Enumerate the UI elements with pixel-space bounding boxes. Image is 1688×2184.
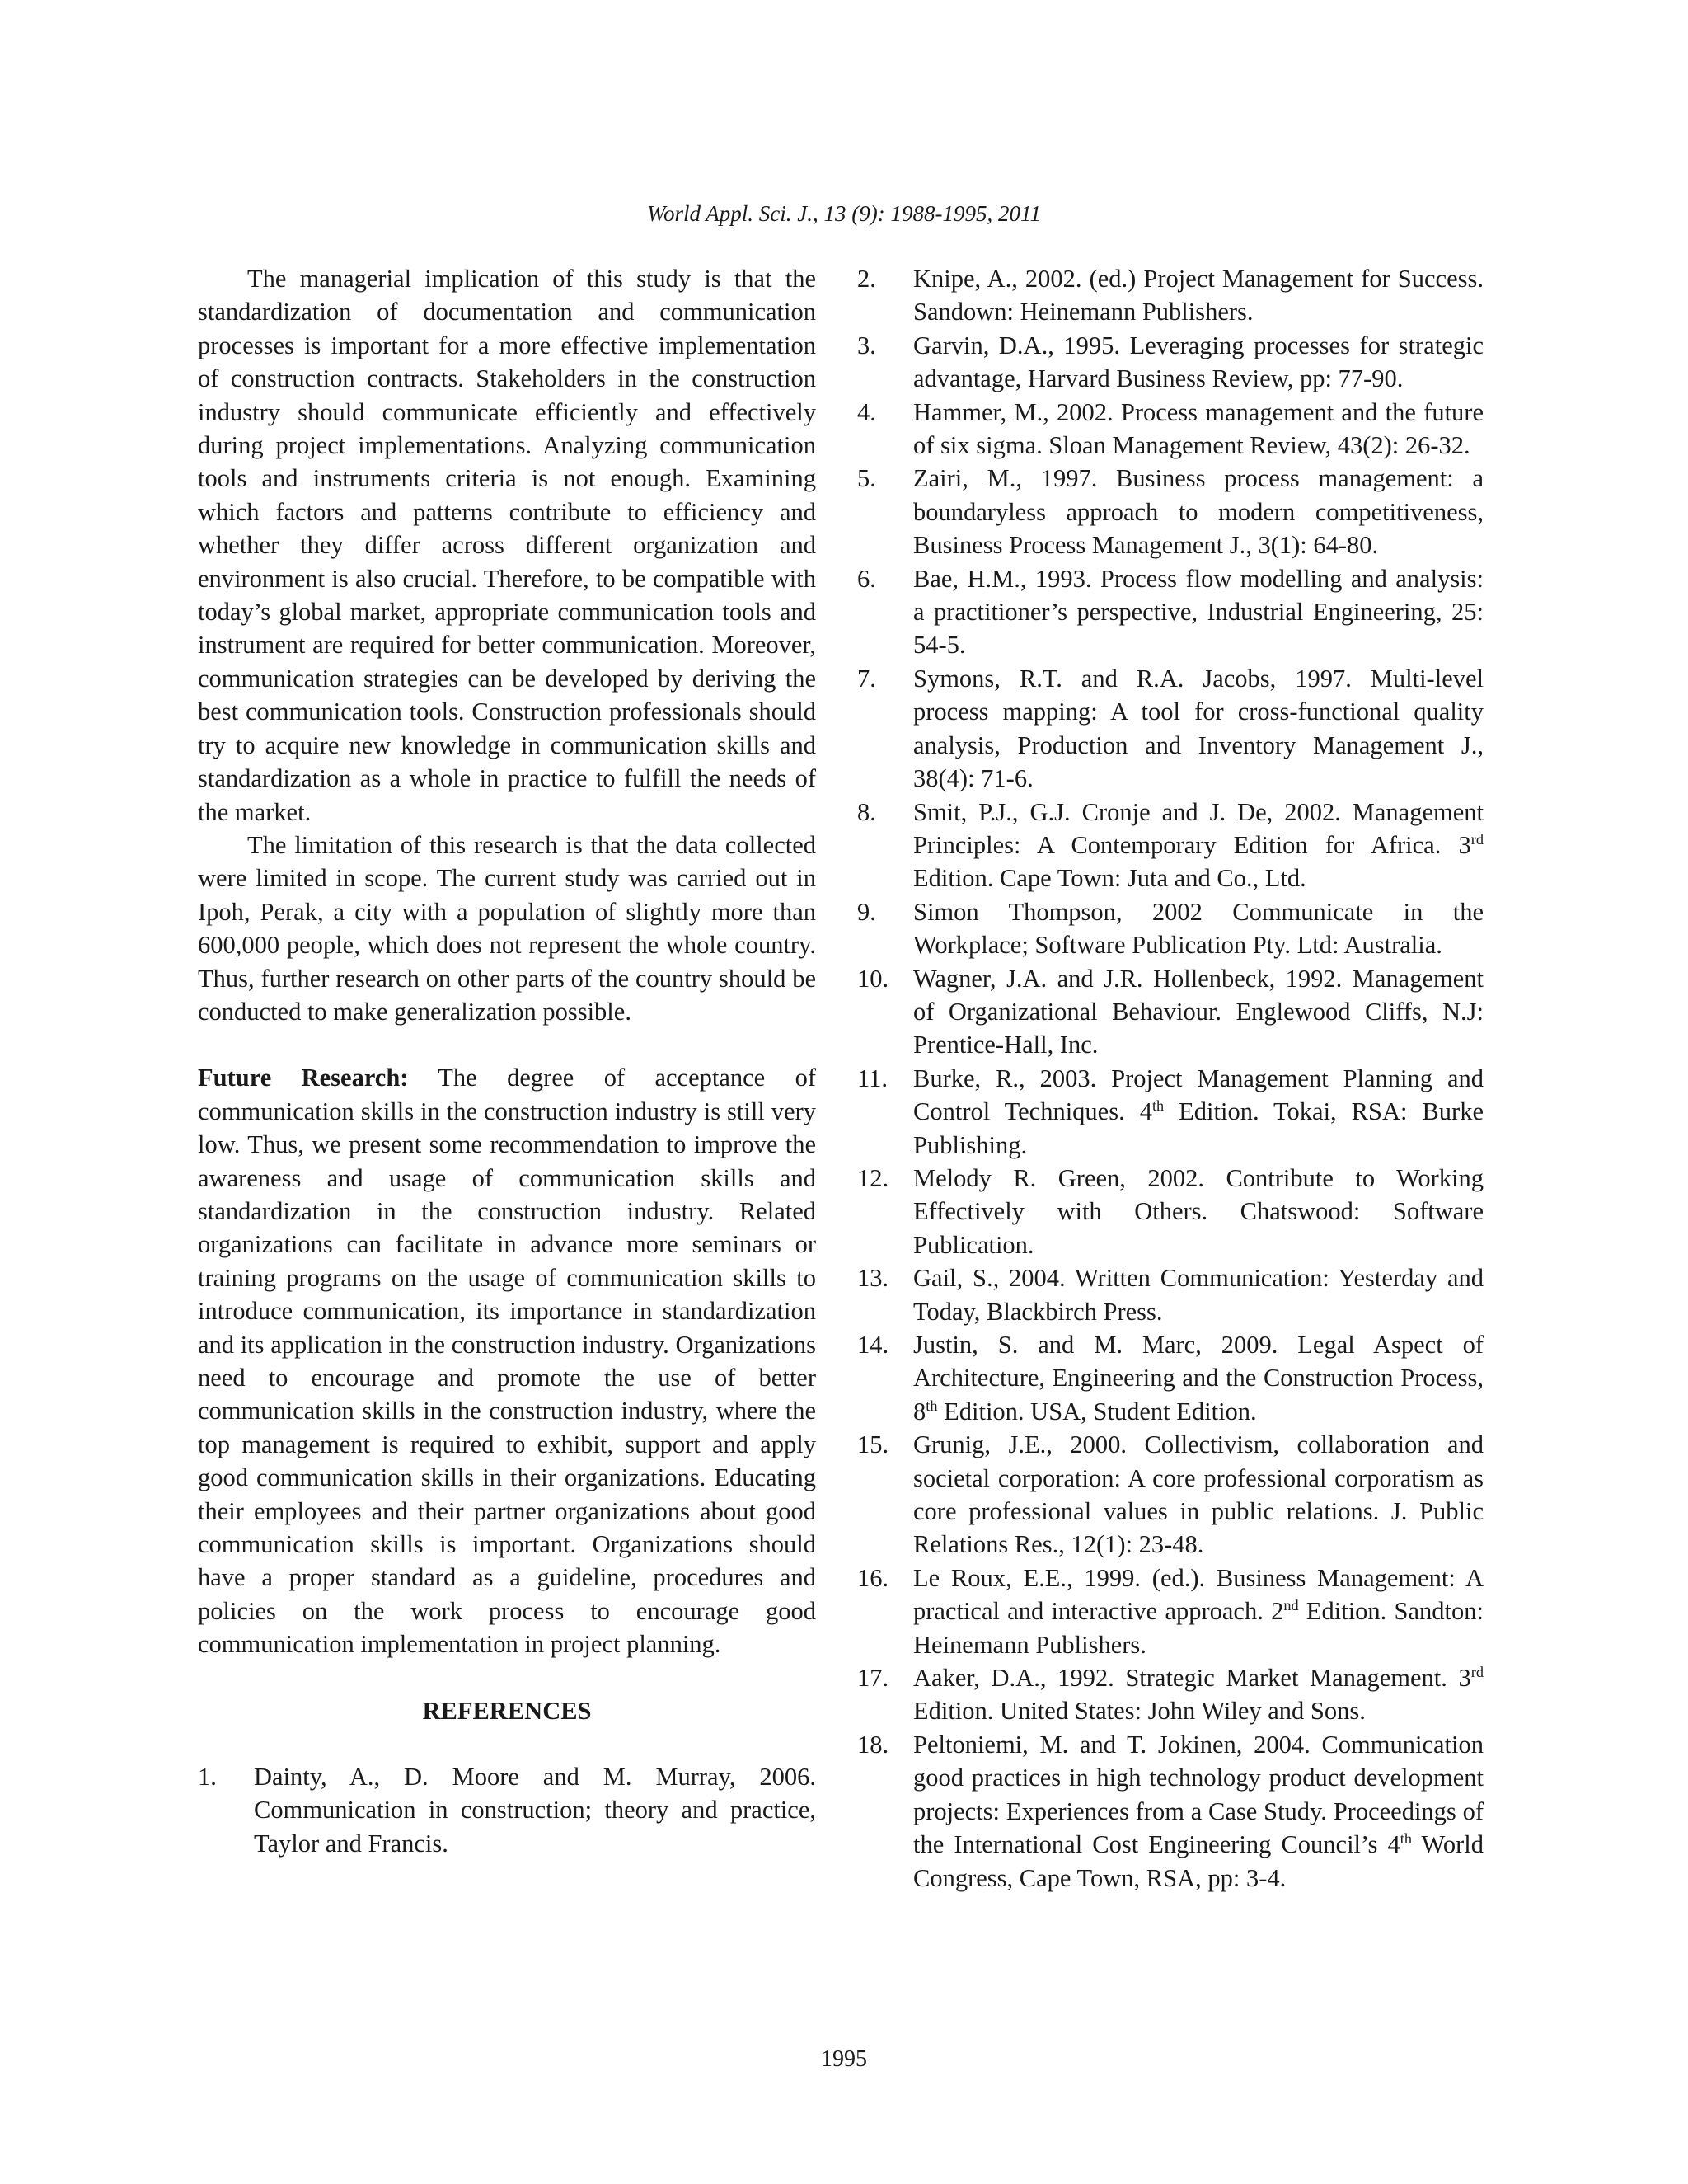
references-heading: REFERENCES — [422, 1696, 592, 1725]
reference-number: 18. — [857, 1730, 889, 1759]
reference-text: Melody R. Green, 2002. Contribute to Working Effectively with Others. Chatswood: Software Publication. — [913, 1163, 1484, 1259]
reference-item — [857, 796, 1484, 895]
reference-text: Grunig, J.E., 2000. Collectivism, collaboration and societal corporation: A core professional corporatism as core professional values in public relations. J. Public Relations Res., 12(1): 23-48. — [913, 1430, 1484, 1559]
reference-number: 4. — [857, 397, 876, 426]
reference-text-part: World Congress, Cape Town, RSA, pp: 3-4. — [913, 1830, 1484, 1892]
reference-number: 12. — [857, 1163, 889, 1192]
reference-item — [857, 1728, 1484, 1895]
body-paragraph: The limitation of this research is that the data collected were limited in scope. The current study was carried out in Ipoh, Perak, a city with a population of slightly more than 600,000 people, which does not represent the whole country. Thus, further research on other parts of the country should be conducted to make generalization possible. — [198, 830, 816, 1026]
reference-number: 2. — [857, 265, 876, 293]
reference-number: 3. — [857, 331, 876, 359]
future-research-text: The degree of acceptance of communication skills in the construction industry is still very low. Thus, we present some recommendation to improve the awareness and usage of communication skills and standardization in the construction industry. Related organizations can facilitate in advance more seminars or training programs on the usage of communication skills to introduce communication, its importance in standardization and its application in the construction industry. Organizations need to encourage and promote the use of better communication skills in the construction industry, where the top management is required to exhibit, support and apply good communication skills in their organizations. Educating their employees and their partner organizations about good communication skills is important. Organizations should have a proper standard as a guideline, procedures and policies on the work process to encourage good communication implementation in project planning. — [198, 1064, 816, 1659]
left-column — [198, 262, 816, 1860]
reference-text-part: Edition. Sandton: Heinemann Publishers. — [913, 1597, 1484, 1659]
reference-text: Symons, R.T. and R.A. Jacobs, 1997. Multi-level process mapping: A tool for cross-functional quality analysis, Production and Inventory Management J., 38(4): 71-6. — [913, 664, 1484, 793]
reference-text: Knipe, A., 2002. (ed.) Project Management for Success. Sandown: Heinemann Publishers. — [913, 265, 1484, 326]
reference-text: Garvin, D.A., 1995. Leveraging processes for strategic advantage, Harvard Business Review, pp: 77-90. — [913, 331, 1484, 393]
reference-item — [857, 895, 1484, 962]
reference-number: 11. — [857, 1064, 888, 1092]
reference-item — [857, 396, 1484, 463]
reference-text-part: Edition. Tokai, RSA: Burke Publishing. — [913, 1097, 1484, 1159]
reference-text-part: Burke, R., 2003. Project Management Planning and Control Techniques. 4 — [913, 1064, 1484, 1126]
ordinal-superscript: rd — [1470, 1663, 1484, 1680]
reference-text — [913, 1728, 1484, 1895]
reference-text: Bae, H.M., 1993. Process flow modelling and analysis: a practitioner’s perspective, Industrial Engineering, 25: 54-5. — [913, 564, 1484, 660]
reference-item — [198, 1760, 816, 1860]
section-heading: Future Research: — [198, 1064, 409, 1092]
reference-text: Gail, S., 2004. Written Communication: Yesterday and Today, Blackbirch Press. — [913, 1264, 1484, 1326]
reference-text — [913, 796, 1484, 895]
reference-text-part: Peltoniemi, M. and T. Jokinen, 2004. Communication good practices in high technology product development projects: Experiences from a Case Study. Proceedings of the International Cost Engineering Council’s 4 — [913, 1730, 1484, 1859]
ordinal-superscript: th — [926, 1397, 938, 1414]
reference-item — [857, 1062, 1484, 1162]
reference-text — [913, 1328, 1484, 1428]
reference-item — [857, 962, 1484, 1062]
running-header: World Appl. Sci. J., 13 (9): 1988-1995, 2011 — [647, 201, 1041, 226]
paragraph-gap — [198, 1028, 816, 1061]
reference-item — [857, 462, 1484, 561]
reference-text — [913, 1562, 1484, 1661]
reference-item — [857, 1261, 1484, 1328]
reference-item — [857, 662, 1484, 796]
body-paragraph: The managerial implication of this study is that the standardization of documentation and communication processes is important for a more effective implementation of construction contracts. Stakeholders in the construction industry should communicate efficiently and effectively during project implementations. Analyzing communication tools and instruments criteria is not enough. Examining which factors and patterns contribute to efficiency and whether they differ across different organization and environment is also crucial. Therefore, to be compatible with today’s global market, appropriate communication tools and instrument are required for better communication. Moreover, communication strategies can be developed by deriving the best communication tools. Construction professionals should try to acquire new knowledge in communication skills and standardization as a whole in practice to fulfill the needs of the market. — [198, 265, 816, 826]
reference-text: Simon Thompson, 2002 Communicate in the Workplace; Software Publication Pty. Ltd: Australia. — [913, 897, 1484, 960]
reference-number: 6. — [857, 564, 876, 593]
reference-text-part: Edition. USA, Student Edition. — [937, 1397, 1257, 1425]
reference-text: Zairi, M., 1997. Business process management: a boundaryless approach to modern competitiveness, Business Process Management J., 3(1): 64-80. — [913, 464, 1484, 560]
reference-text: Hammer, M., 2002. Process management and the future of six sigma. Sloan Management Review, 43(2): 26-32. — [913, 397, 1484, 460]
reference-item — [857, 262, 1484, 329]
reference-text-part: Edition. United States: John Wiley and Sons. — [913, 1697, 1366, 1726]
reference-number: 14. — [857, 1331, 889, 1359]
reference-text — [913, 1062, 1484, 1162]
reference-number: 13. — [857, 1264, 889, 1293]
reference-item — [857, 1428, 1484, 1562]
paragraph-gap — [198, 1727, 816, 1760]
reference-item — [857, 1162, 1484, 1261]
reference-item — [857, 1328, 1484, 1428]
ordinal-superscript: nd — [1283, 1597, 1299, 1614]
reference-number: 15. — [857, 1430, 889, 1459]
paragraph-gap — [198, 1661, 816, 1694]
reference-item — [857, 562, 1484, 662]
reference-item — [857, 1562, 1484, 1661]
future-research-paragraph — [198, 1061, 816, 1660]
reference-text: Wagner, J.A. and J.R. Hollenbeck, 1992. Management of Organizational Behaviour. Englewood Cliffs, N.J: Prentice-Hall, Inc. — [913, 964, 1484, 1059]
reference-number: 5. — [857, 464, 876, 493]
reference-number: 10. — [857, 964, 889, 993]
ordinal-superscript: th — [1151, 1097, 1165, 1114]
reference-number: 7. — [857, 664, 876, 693]
reference-text-part: Aaker, D.A., 1992. Strategic Market Management. 3 — [913, 1664, 1471, 1693]
reference-item — [857, 329, 1484, 396]
page-number: 1995 — [821, 2046, 867, 2072]
reference-item — [857, 1661, 1484, 1728]
reference-number: 1. — [198, 1763, 217, 1792]
ordinal-superscript: rd — [1470, 830, 1484, 848]
reference-text-part: Smit, P.J., G.J. Cronje and J. De, 2002. Management Principles: A Contemporary Edition for Africa. 3 — [913, 797, 1484, 859]
reference-number: 9. — [857, 897, 876, 926]
reference-number: 8. — [857, 797, 876, 826]
reference-text-part: Le Roux, E.E., 1999. (ed.). Business Management: A practical and interactive approach. 2 — [913, 1563, 1484, 1626]
reference-text: Dainty, A., D. Moore and M. Murray, 2006. Communication in construction; theory and practice, Taylor and Francis. — [254, 1763, 816, 1858]
ordinal-superscript: th — [1400, 1829, 1412, 1847]
reference-number: 17. — [857, 1664, 889, 1693]
reference-text — [913, 1661, 1484, 1728]
reference-text-part: Edition. Cape Town: Juta and Co., Ltd. — [913, 864, 1306, 893]
right-column — [857, 262, 1484, 1895]
reference-number: 16. — [857, 1563, 889, 1592]
reference-text-part: Justin, S. and M. Marc, 2009. Legal Aspect of Architecture, Engineering and the Construction Process, 8 — [913, 1331, 1484, 1425]
